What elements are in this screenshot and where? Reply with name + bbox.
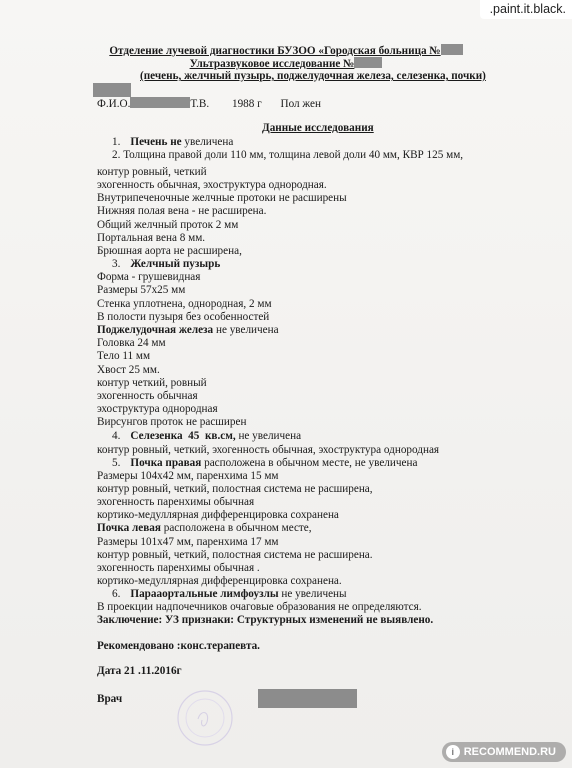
lymph-heading: 6. Парааортальные лимфоузлы не увеличены bbox=[112, 588, 347, 600]
body-line: контур ровный, четкий bbox=[97, 166, 207, 178]
redaction-block bbox=[354, 57, 382, 68]
body-line: эхогенность обычная bbox=[97, 390, 198, 402]
header-line-2: Ультразвуковое исследование № bbox=[0, 57, 572, 71]
body-line: Тело 11 мм bbox=[97, 350, 151, 362]
section-title: Данные исследования bbox=[262, 122, 374, 134]
body-line: Форма - грушевидная bbox=[97, 271, 201, 283]
body-line: кортико-медуллярная дифференцировка сохранена. bbox=[97, 575, 342, 587]
body-line: Головка 24 мм bbox=[97, 337, 166, 349]
body-line: Общий желчный проток 2 мм bbox=[97, 219, 239, 231]
header-line-1: Отделение лучевой диагностики БУЗОО «Городская больница № bbox=[0, 44, 572, 58]
right-kidney-heading: 5. Почка правая расположена в обычном месте, не увеличена bbox=[112, 457, 418, 469]
body-line: эхоструктура однородная bbox=[97, 403, 218, 415]
liver-line: 1. Печень не увеличена bbox=[112, 136, 234, 148]
body-line: Нижняя полая вена - не расширена. bbox=[97, 205, 267, 217]
body-line: контур ровный, четкий, эхогенность обычная, эхоструктура однородная bbox=[97, 444, 440, 456]
body-line: Стенка уплотнена, однородная, 2 мм bbox=[97, 298, 272, 310]
watermark-bottom: i RECOMMEND.RU bbox=[442, 742, 566, 762]
pancreas-heading: Поджелудочная железа не увеличена bbox=[97, 324, 279, 336]
body-line: эхогенность паренхимы обычная bbox=[97, 496, 255, 508]
body-line: Размеры 104х42 мм, паренхима 15 мм bbox=[97, 470, 279, 482]
body-line: Хвост 25 мм. bbox=[97, 364, 160, 376]
body-line: Размеры 57х25 мм bbox=[97, 284, 186, 296]
signature-redaction bbox=[258, 689, 357, 708]
header-line-3: (печень, желчный пузырь, поджелудочная железа, селезенка, почки) bbox=[140, 70, 486, 82]
left-kidney-heading: Почка левая расположена в обычном месте, bbox=[97, 522, 312, 534]
body-line: Размеры 101х47 мм, паренхима 17 мм bbox=[97, 536, 279, 548]
watermark-top: .paint.it.black. bbox=[480, 0, 572, 19]
body-line: эхогенность паренхимы обычная . bbox=[97, 562, 260, 574]
redaction-block bbox=[441, 44, 463, 55]
body-line: контур ровный, четкий, полостная система не расширена. bbox=[97, 549, 373, 561]
doctor-label: Врач bbox=[97, 693, 123, 705]
recommendation: Рекомендовано :конс.терапевта. bbox=[97, 640, 260, 652]
stamp-image bbox=[176, 689, 234, 747]
body-line: кортико-медуллярная дифференцировка сохранена bbox=[97, 509, 339, 521]
body-line: Портальная вена 8 мм. bbox=[97, 232, 206, 244]
gallbladder-heading: 3. Желчный пузырь bbox=[112, 258, 221, 270]
body-line: В проекции надпочечников очаговые образования не определяются. bbox=[97, 601, 422, 613]
spleen-heading: 4. Селезенка 45 кв.см, не увеличена bbox=[112, 430, 302, 442]
patient-line: Ф.И.О. Т.В. 1988 г Пол жен bbox=[97, 98, 321, 110]
redaction-block bbox=[93, 83, 131, 97]
body-line: Брюшная аорта не расширена, bbox=[97, 245, 242, 257]
body-line: В полости пузыря без особенностей bbox=[97, 311, 270, 323]
recommend-logo-icon: i bbox=[446, 745, 460, 759]
redaction-block bbox=[130, 97, 190, 108]
body-line: эхогенность обычная, эхоструктура однородная. bbox=[97, 179, 327, 191]
body-line: контур ровный, четкий, полостная система не расширена, bbox=[97, 483, 373, 495]
body-line: Вирсунгов проток не расширен bbox=[97, 416, 247, 428]
conclusion: Заключение: УЗ признаки: Структурных изменений не выявлено. bbox=[97, 614, 434, 626]
body-line: контур четкий, ровный bbox=[97, 377, 207, 389]
date: Дата 21 .11.2016г bbox=[97, 665, 182, 677]
body-line: 2. Толщина правой доли 110 мм, толщина левой доли 40 мм, КВР 125 мм, bbox=[112, 149, 464, 161]
body-line: Внутрипеченочные желчные протоки не расширены bbox=[97, 192, 347, 204]
